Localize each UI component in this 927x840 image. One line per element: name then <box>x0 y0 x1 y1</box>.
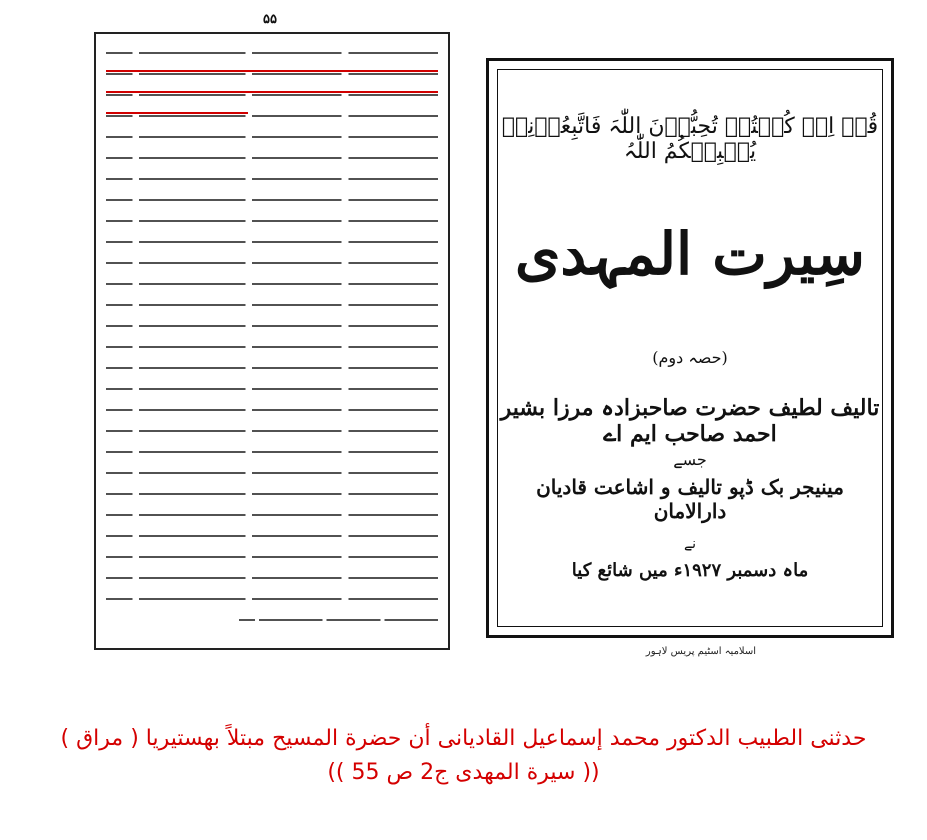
caption-line-1: حدثنى الطبيب الدكتور محمد إسماعيل القاديانى أن حضرة المسيح مبتلاً بهستيريا ( مراق ) <box>60 726 867 751</box>
book-title: سِیرت المہدی <box>514 220 866 288</box>
title-page-inner-border <box>497 69 883 627</box>
scan-text-line <box>106 472 438 474</box>
scan-text-line <box>106 52 438 54</box>
scan-text-line <box>106 199 438 201</box>
ne-word: نے <box>683 536 697 552</box>
scan-text-line <box>106 157 438 159</box>
title-page-border <box>486 58 894 638</box>
scan-text-line <box>106 409 438 411</box>
highlight-underline <box>106 91 438 93</box>
page-number: ۵۵ <box>263 12 277 27</box>
scan-text-line <box>106 115 438 117</box>
scan-text-line <box>106 73 438 75</box>
volume-label: (حصہ دوم) <box>652 348 728 367</box>
scan-text-line <box>106 451 438 453</box>
press-note: اسلامیہ اسٹیم پریس لاہور <box>645 646 757 657</box>
scan-text-line <box>106 514 438 516</box>
publisher-line: مینیجر بک ڈپو تالیف و اشاعت قادیان دارالامان <box>536 475 844 523</box>
by-word: جسے <box>673 450 707 469</box>
scan-text-line <box>106 556 438 558</box>
title-page-scan <box>486 58 896 658</box>
scan-text-line <box>106 493 438 495</box>
scan-text-line <box>106 577 438 579</box>
left-page-text-block <box>106 44 438 638</box>
caption <box>0 722 927 790</box>
scan-text-line <box>106 346 438 348</box>
scan-text-line <box>106 220 438 222</box>
scan-text-line <box>106 367 438 369</box>
scan-text-line <box>106 535 438 537</box>
scan-text-line <box>106 388 438 390</box>
highlight-underline <box>106 70 438 72</box>
scan-text-line <box>106 178 438 180</box>
left-page-scan <box>80 12 460 652</box>
publication-date: ماہ دسمبر ۱۹۲۷ء میں شائع کیا <box>571 560 809 581</box>
scan-text-line <box>106 94 438 96</box>
scan-text-line <box>106 136 438 138</box>
scan-text-line <box>106 325 438 327</box>
scan-text-line <box>239 619 438 621</box>
author-line: تالیف لطیف حضرت صاحبزادہ مرزا بشیر احمد صاحب ایم اے <box>500 395 880 447</box>
scan-text-line <box>106 262 438 264</box>
scan-text-line <box>106 241 438 243</box>
scan-text-line <box>106 304 438 306</box>
scan-text-line <box>106 283 438 285</box>
caption-line-2: (( سيرة المهدى ج2 ص 55 )) <box>327 760 600 785</box>
left-page-frame <box>94 32 450 650</box>
highlight-underline <box>106 112 248 114</box>
scan-text-line <box>106 430 438 432</box>
scan-text-line <box>106 598 438 600</box>
quranic-verse: قُلۡ اِنۡ کُنۡتُمۡ تُحِبُّوۡنَ اللّٰہَ فَاتَّبِعُوۡنِیۡ یُحۡبِبۡکُمُ اللّٰہُ <box>501 114 879 164</box>
